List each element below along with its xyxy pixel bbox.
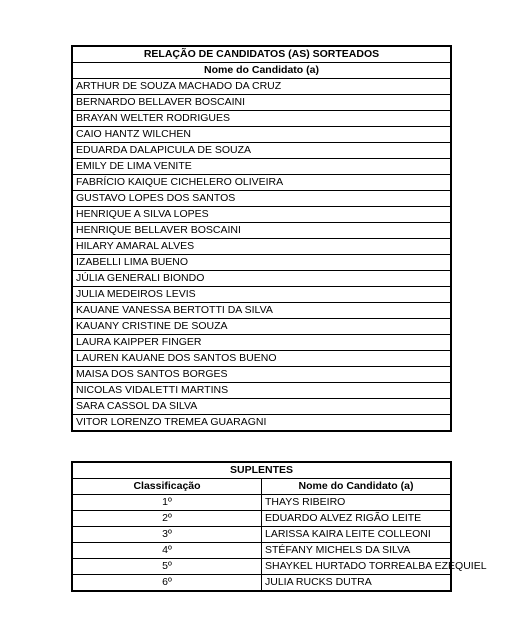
candidate-name: HENRIQUE BELLAVER BOSCAINI: [72, 223, 451, 239]
candidate-name: VITOR LORENZO TREMEA GUARAGNI: [72, 415, 451, 432]
substitute-rank: 3º: [72, 527, 262, 543]
table-row: [72, 303, 451, 319]
table-row: [72, 191, 451, 207]
candidate-name: CAIO HANTZ WILCHEN: [72, 127, 451, 143]
table-row: [72, 207, 451, 223]
candidate-name: EDUARDA DALAPICULA DE SOUZA: [72, 143, 451, 159]
sorted-candidates-table: [71, 45, 452, 432]
table-row: [72, 367, 451, 383]
substitute-name: THAYS RIBEIRO: [262, 495, 452, 511]
table-row: [72, 127, 451, 143]
candidate-name: IZABELLI LIMA BUENO: [72, 255, 451, 271]
table-row: [72, 511, 451, 527]
candidate-name: HENRIQUE A SILVA LOPES: [72, 207, 451, 223]
substitute-rank: 1º: [72, 495, 262, 511]
candidate-name: FABRÍCIO KAIQUE CICHELERO OLIVEIRA: [72, 175, 451, 191]
table-title-row: [72, 46, 451, 63]
candidate-name: SARA CASSOL DA SILVA: [72, 399, 451, 415]
table-row: [72, 175, 451, 191]
table-row: [72, 255, 451, 271]
table-title: RELAÇÃO DE CANDIDATOS (AS) SORTEADOS: [72, 46, 451, 63]
substitute-rank: 6º: [72, 575, 262, 592]
column-header: Nome do Candidato (a): [72, 63, 451, 79]
candidate-name: KAUANE VANESSA BERTOTTI DA SILVA: [72, 303, 451, 319]
candidate-name: LAURA KAIPPER FINGER: [72, 335, 451, 351]
substitute-name: STÉFANY MICHELS DA SILVA: [262, 543, 452, 559]
candidate-name: EMILY DE LIMA VENITE: [72, 159, 451, 175]
table-row: [72, 271, 451, 287]
candidate-name: BRAYAN WELTER RODRIGUES: [72, 111, 451, 127]
table-row: [72, 383, 451, 399]
candidate-name: ARTHUR DE SOUZA MACHADO DA CRUZ: [72, 79, 451, 95]
table-row: [72, 559, 451, 575]
table-row: [72, 223, 451, 239]
table-row: [72, 239, 451, 255]
table-row: [72, 159, 451, 175]
substitute-name: LARISSA KAIRA LEITE COLLEONI: [262, 527, 452, 543]
substitute-name: JULIA RUCKS DUTRA: [262, 575, 452, 592]
table-row: [72, 543, 451, 559]
table-title: SUPLENTES: [72, 462, 451, 479]
candidate-name: BERNARDO BELLAVER BOSCAINI: [72, 95, 451, 111]
table-header-row: [72, 479, 451, 495]
candidate-name: GUSTAVO LOPES DOS SANTOS: [72, 191, 451, 207]
table-row: [72, 335, 451, 351]
candidate-name: HILARY AMARAL ALVES: [72, 239, 451, 255]
candidate-name: JÚLIA GENERALI BIONDO: [72, 271, 451, 287]
substitute-rank: 5º: [72, 559, 262, 575]
table-row: [72, 319, 451, 335]
table-header-row: [72, 63, 451, 79]
substitute-rank: 4º: [72, 543, 262, 559]
table-row: [72, 95, 451, 111]
table-row: [72, 575, 451, 592]
table-row: [72, 495, 451, 511]
candidate-name: MAISA DOS SANTOS BORGES: [72, 367, 451, 383]
substitutes-table: [71, 461, 487, 592]
table-row: [72, 527, 451, 543]
candidate-name: KAUANY CRISTINE DE SOUZA: [72, 319, 451, 335]
table-row: [72, 287, 451, 303]
candidate-name: JULIA MEDEIROS LEVIS: [72, 287, 451, 303]
column-header-rank: Classificação: [72, 479, 262, 495]
table-row: [72, 351, 451, 367]
substitute-name: SHAYKEL HURTADO TORREALBA EZEQUIEL: [262, 559, 452, 575]
substitute-name: EDUARDO ALVEZ RIGÃO LEITE: [262, 511, 452, 527]
substitute-rank: 2º: [72, 511, 262, 527]
candidate-name: LAUREN KAUANE DOS SANTOS BUENO: [72, 351, 451, 367]
table-row: [72, 79, 451, 95]
column-header-name: Nome do Candidato (a): [262, 479, 452, 495]
candidate-name: NICOLAS VIDALETTI MARTINS: [72, 383, 451, 399]
table-title-row: [72, 462, 451, 479]
table-row: [72, 415, 451, 432]
table-row: [72, 111, 451, 127]
table-row: [72, 399, 451, 415]
table-row: [72, 143, 451, 159]
